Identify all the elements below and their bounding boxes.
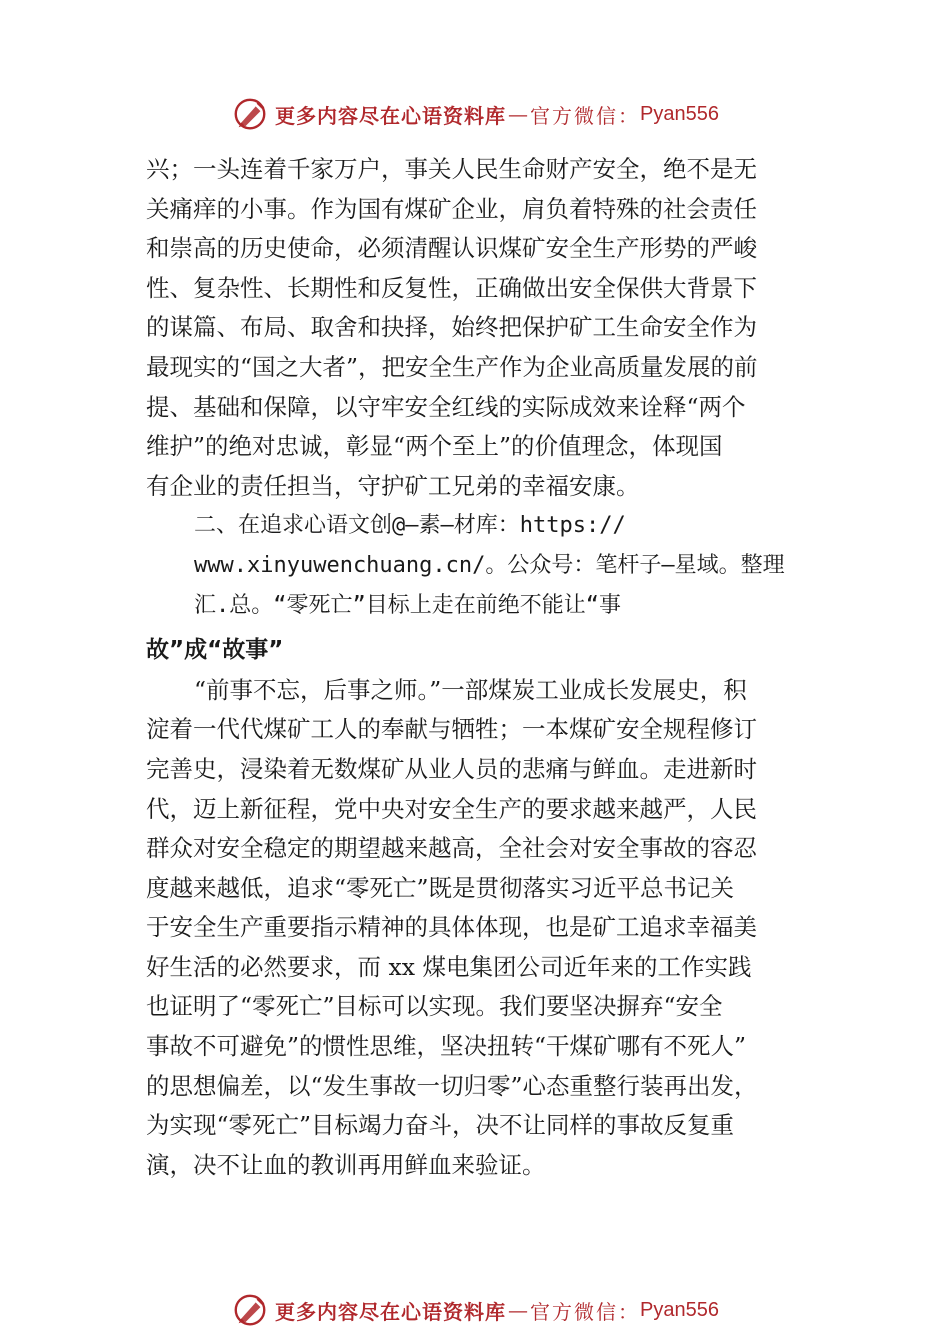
section-heading: 故”成“故事” <box>146 637 284 664</box>
text-line: 好生活的必然要求，而 xx 煤电集团公司近年来的工作实践 <box>146 952 752 981</box>
text-line: 兴；一头连着千家万户，事关人民生命财产安全，绝不是无 <box>146 155 757 183</box>
banner-left-text: 更多内容尽在心语资料库 <box>275 1299 507 1324</box>
text-line: 性、复杂性、长期性和反复性，正确做出安全保供大背景下 <box>146 273 757 302</box>
footer-banner <box>0 1290 950 1330</box>
banner-wechat-id: Pyan556 <box>640 102 719 125</box>
banner-right-text: 官方微信： <box>530 1299 641 1324</box>
text-line: 二、在追求心语文创@—素—材库：https:// <box>194 513 626 539</box>
text-line: 代，迈上新征程，党中央对安全生产的要求越来越严，人民 <box>146 794 757 823</box>
banner-wechat-id: Pyan556 <box>640 1298 719 1321</box>
banner-left-text: 更多内容尽在心语资料库 <box>275 103 507 128</box>
banner-dash: — <box>508 102 529 126</box>
text-line: 关痛痒的小事。作为国有煤矿企业，肩负着特殊的社会责任 <box>146 194 757 223</box>
text-line: 的谋篇、布局、取舍和抉择，始终把保护矿工生命安全作为 <box>146 313 757 342</box>
document-body <box>146 150 818 1185</box>
text-line: 提、基础和保障，以守牢安全红线的实际成效来诠释“两个 <box>146 392 746 421</box>
text-line: www.xinyuwenchuang.cn/。公众号：笔杆子—星域。整理 <box>194 552 785 578</box>
text-line: 于安全生产重要指示精神的具体体现，也是矿工追求幸福美 <box>146 913 757 942</box>
text-line: 群众对安全稳定的期望越来越高，全社会对安全事故的容忍 <box>146 834 757 863</box>
paragraph-1 <box>146 150 818 506</box>
text-line: 也证明了“零死亡”目标可以实现。我们要坚决摒弃“安全 <box>146 992 723 1021</box>
text-line: 演，决不让血的教训再用鲜血来验证。 <box>146 1150 546 1179</box>
banner-dash: — <box>508 1298 529 1322</box>
banner-right-text: 官方微信： <box>530 103 641 128</box>
text-line: 为实现“零死亡”目标竭力奋斗，决不让同样的事故反复重 <box>146 1111 735 1140</box>
text-line: 度越来越低，追求“零死亡”既是贯彻落实习近平总书记关 <box>146 873 735 902</box>
text-line: 完善史，浸染着无数煤矿从业人员的悲痛与鲜血。走进新时 <box>146 754 757 783</box>
text-line: 事故不可避免”的惯性思维，坚决扭转“干煤矿哪有不死人” <box>146 1032 747 1061</box>
text-line: 最现实的“国之大者”，把安全生产作为企业高质量发展的前 <box>146 352 758 381</box>
text-line: 的思想偏差，以“发生事故一切归零”心态重整行装再出发， <box>146 1071 758 1100</box>
text-line: 汇.总。“零死亡”目标上走在前绝不能让“事 <box>194 592 621 618</box>
text-line: 和崇高的历史使命，必须清醒认识煤矿安全生产形势的严峻 <box>146 234 757 263</box>
pen-logo-icon <box>231 1291 269 1329</box>
paragraph-2 <box>146 671 818 1186</box>
section-intro <box>146 506 818 625</box>
header-banner <box>0 94 950 134</box>
text-line: 淀着一代代煤矿工人的奉献与牺牲；一本煤矿安全规程修订 <box>146 715 757 744</box>
pen-logo-icon <box>231 95 269 133</box>
text-line: “前事不忘，后事之师。”一部煤炭工业成长发展史，积 <box>194 675 747 704</box>
text-line: 维护”的绝对忠诚，彰显“两个至上”的价值理念，体现国 <box>146 432 723 461</box>
text-line: 有企业的责任担当，守护矿工兄弟的幸福安康。 <box>146 471 640 500</box>
